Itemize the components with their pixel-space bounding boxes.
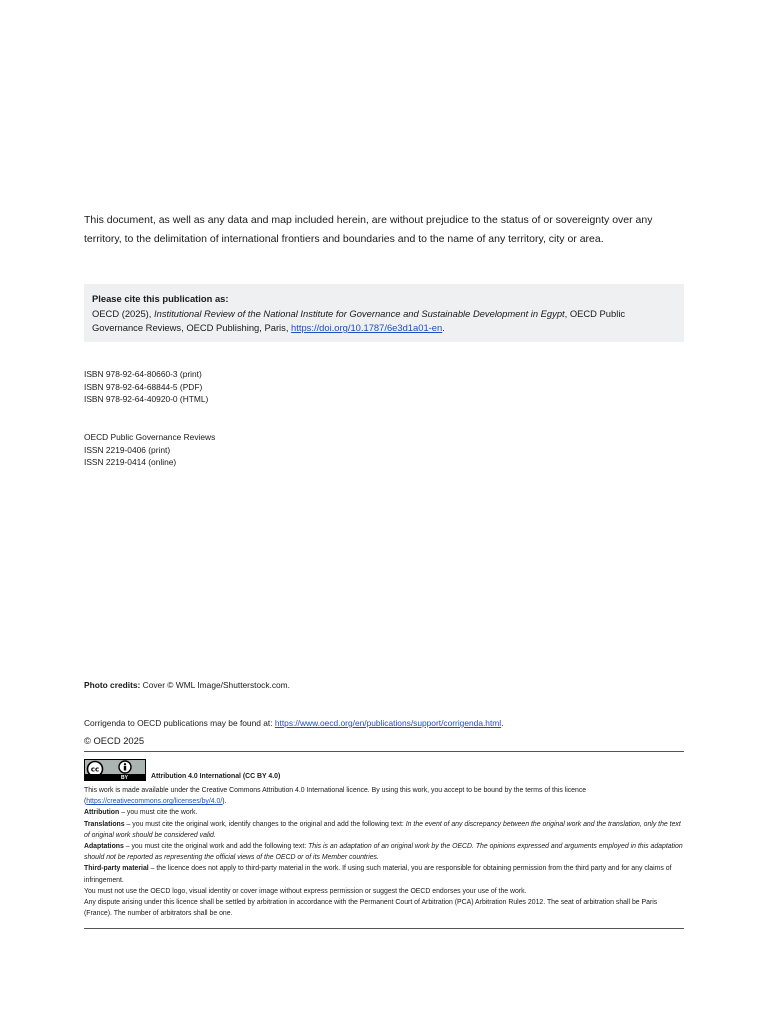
copyright: © OECD 2025 — [84, 735, 145, 746]
corrigenda-text: Corrigenda to OECD publications may be found at: — [84, 718, 275, 728]
isbn-pdf: ISBN 978-92-64-68844-5 (PDF) — [84, 381, 203, 392]
license-logo-use: You must not use the OECD logo, visual identity or cover image without express permission or suggest the OECD endorses your use of the work. — [84, 887, 527, 895]
citation-doi-link[interactable]: https://doi.org/10.1787/6e3d1a01-en — [291, 322, 443, 333]
cc-logo-band — [85, 774, 145, 780]
corrigenda-link[interactable]: https://www.oecd.org/en/publications/support/corrigenda.html — [274, 718, 502, 728]
corrigenda-line — [84, 718, 503, 728]
cc-by-logo — [84, 759, 146, 781]
license-translations: Translations – you must cite the original work, identify changes to the original and add the following text: In the event of any discrepancy between the original work and the translation, only the text of original work should be considered valid. — [84, 820, 681, 839]
series-title: OECD Public Governance Reviews — [84, 432, 216, 442]
license-body — [84, 785, 684, 919]
license-arbitration: Any dispute arising under this licence shall be settled by arbitration in accordance with the Permanent Court of Arbitration (PCA) Arbitration Rules 2012. The seat of arbitration shall be Paris (France). The number of arbitrators shall be one. — [84, 899, 658, 918]
license-link[interactable]: https://creativecommons.org/licenses/by/4.0/ — [86, 798, 223, 806]
citation-prefix: OECD (2025), — [92, 307, 154, 319]
divider-bottom — [84, 928, 684, 929]
cc-by-label: BY — [121, 775, 128, 781]
photo-credits-label: Photo credits: — [84, 680, 141, 690]
citation-title: Institutional Review of the National Institute for Governance and Sustainable Development in Egypt — [154, 307, 565, 319]
isbn-html: ISBN 978-92-64-40920-0 (HTML) — [84, 394, 209, 404]
isbn-list — [84, 368, 208, 406]
citation-suffix: . — [442, 322, 445, 333]
issn-online: ISSN 2219-0414 (online) — [84, 457, 177, 467]
citation-text — [92, 307, 676, 336]
license-attribution: Attribution – you must cite the work. — [84, 809, 198, 817]
license-intro: This work is made available under the Creative Commons Attribution 4.0 International licence. By using this work, you accept to be bound by the terms of this licence (https://creativecommons.org/licenses/by/4.0/). — [84, 787, 587, 806]
divider-top — [84, 751, 684, 752]
corrigenda-suffix: . — [501, 718, 504, 728]
license-third-party: Third-party material – the licence does not apply to third-party material in the work. If using such material, you are responsible for obtaining permission from the third party and for any claims of infringement. — [84, 865, 672, 884]
license-title: Attribution 4.0 International (CC BY 4.0) — [151, 773, 281, 780]
license-adaptations: Adaptations – you must cite the original work and add the following text: This is an adaptation of an original work by the OECD. The opinions expressed and arguments employed in this adaptation should not be reported as representing the official views of the OECD or of its Member countries. — [84, 843, 683, 862]
citation-middle: , OECD Public Governance Reviews, OECD Publishing, Paris, — [92, 307, 626, 333]
citation-heading: Please cite this publication as: — [92, 293, 229, 304]
issn-print: ISSN 2219-0406 (print) — [84, 444, 171, 455]
svg-text:cc: cc — [90, 765, 100, 774]
isbn-print: ISBN 978-92-64-80660-3 (print) — [84, 369, 202, 379]
disclaimer-text: This document, as well as any data and map included herein, are without prejudice to the status of or sovereignty over any territory, to the delimitation of international frontiers and boundaries and to the name of any territory, city or area. — [84, 214, 653, 245]
photo-credits — [84, 680, 290, 690]
series-info — [84, 431, 215, 469]
photo-credits-text: Cover © WML Image/Shutterstock.com. — [140, 680, 290, 690]
citation-box — [84, 284, 684, 342]
